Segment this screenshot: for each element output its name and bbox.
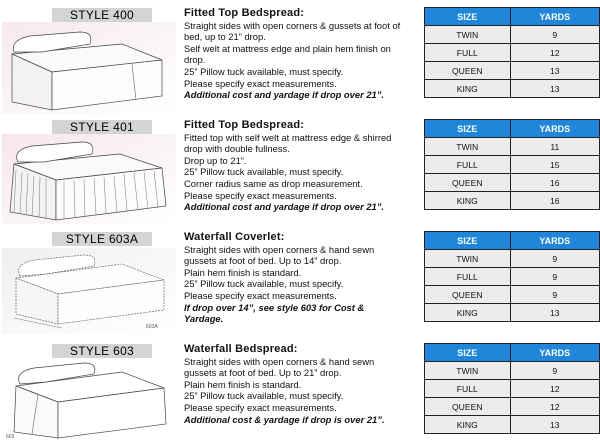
table-row xyxy=(425,380,600,398)
style-401-section xyxy=(0,112,600,224)
desc-emphasis: Additional cost and yardage if drop over 21”. xyxy=(184,89,385,101)
yards-cell: 12 xyxy=(510,44,599,62)
desc-line: 25” Pillow tuck available, must specify. xyxy=(184,390,344,402)
size-cell: KING xyxy=(425,304,511,322)
yards-cell: 9 xyxy=(510,362,599,380)
style-title: Fitted Top Bedspread: xyxy=(184,119,305,131)
size-cell: QUEEN xyxy=(425,286,511,304)
table-row xyxy=(425,26,600,44)
yards-cell: 9 xyxy=(510,286,599,304)
coverlet-603a-illustration xyxy=(2,248,176,334)
style-603a-section xyxy=(0,224,600,336)
size-header: SIZE xyxy=(425,8,511,26)
style-603-section xyxy=(0,336,600,442)
size-cell: FULL xyxy=(425,380,511,398)
yardage-table xyxy=(424,7,600,98)
size-cell: TWIN xyxy=(425,250,511,268)
style-title: Waterfall Coverlet: xyxy=(184,231,285,243)
size-cell: FULL xyxy=(425,156,511,174)
yards-cell: 9 xyxy=(510,26,599,44)
style-401-description xyxy=(184,120,416,213)
desc-line: Corner radius same as drop measurement. xyxy=(184,177,363,189)
desc-line: Please specify exact measurements. xyxy=(184,401,337,413)
table-row xyxy=(425,416,600,434)
desc-line: drop with double fullness. xyxy=(184,143,290,155)
table-row xyxy=(425,80,600,98)
desc-line: bed, up to 21” drop. xyxy=(184,31,266,43)
size-header: SIZE xyxy=(425,120,511,138)
style-label: STYLE 603A xyxy=(52,232,152,246)
size-cell: TWIN xyxy=(425,138,511,156)
table-row xyxy=(425,138,600,156)
desc-line: Fitted top with self welt at mattress edge & shirred xyxy=(184,131,392,143)
yards-cell: 9 xyxy=(510,268,599,286)
size-header: SIZE xyxy=(425,344,511,362)
desc-emphasis: Yardage. xyxy=(184,313,224,325)
yards-cell: 13 xyxy=(510,416,599,434)
table-row xyxy=(425,286,600,304)
size-cell: FULL xyxy=(425,44,511,62)
bedspread-401-illustration xyxy=(2,134,176,224)
size-cell: KING xyxy=(425,416,511,434)
style-title: Fitted Top Bedspread: xyxy=(184,7,305,19)
desc-emphasis: Additional cost & yardage if drop is over 21”. xyxy=(184,413,385,425)
table-row xyxy=(425,268,600,286)
yards-cell: 13 xyxy=(510,62,599,80)
size-cell: KING xyxy=(425,80,511,98)
yards-cell: 13 xyxy=(510,304,599,322)
table-row xyxy=(425,362,600,380)
table-row xyxy=(425,192,600,210)
yards-cell: 16 xyxy=(510,174,599,192)
desc-line: Straight sides with open corners & hand sewn xyxy=(184,243,375,255)
yards-cell: 11 xyxy=(510,138,599,156)
style-400-section xyxy=(0,0,600,112)
desc-line: Straight sides with open corners & gussets at foot of xyxy=(184,19,401,31)
desc-line: Plain hem finish is standard. xyxy=(184,266,302,278)
size-cell: TWIN xyxy=(425,26,511,44)
style-title: Waterfall Bedspread: xyxy=(184,343,298,355)
table-row xyxy=(425,304,600,322)
yards-header: YARDS xyxy=(510,344,599,362)
style-label: STYLE 603 xyxy=(52,344,152,358)
yardage-table xyxy=(424,343,600,434)
size-cell: QUEEN xyxy=(425,62,511,80)
table-row xyxy=(425,174,600,192)
yards-cell: 15 xyxy=(510,156,599,174)
size-cell: TWIN xyxy=(425,362,511,380)
desc-line: Plain hem finish is standard. xyxy=(184,378,302,390)
yards-cell: 12 xyxy=(510,380,599,398)
style-603-description xyxy=(184,344,416,425)
desc-line: drop. xyxy=(184,54,206,66)
yards-cell: 12 xyxy=(510,398,599,416)
desc-emphasis: Additional cost and yardage if drop over 21”. xyxy=(184,201,385,213)
yards-cell: 13 xyxy=(510,80,599,98)
sketch-label: 603A xyxy=(146,324,158,330)
desc-line: 25” Pillow tuck available, must specify. xyxy=(184,278,344,290)
style-label: STYLE 401 xyxy=(52,120,152,134)
desc-line: gussets at foot of bed. Up to 21” drop. xyxy=(184,367,342,379)
desc-line: Self welt at mattress edge and plain hem finish on xyxy=(184,42,391,54)
yards-header: YARDS xyxy=(510,232,599,250)
bedspread-603-illustration xyxy=(2,358,176,440)
desc-line: Please specify exact measurements. xyxy=(184,189,337,201)
bedspread-400-illustration xyxy=(2,22,176,114)
yards-cell: 9 xyxy=(510,250,599,268)
table-row xyxy=(425,398,600,416)
style-label: STYLE 400 xyxy=(52,8,152,22)
style-603a-description xyxy=(184,232,416,325)
table-row xyxy=(425,44,600,62)
size-cell: KING xyxy=(425,192,511,210)
sketch-label: 603 xyxy=(6,434,15,440)
size-cell: QUEEN xyxy=(425,398,511,416)
desc-line: 25” Pillow tuck available, must specify. xyxy=(184,65,344,77)
desc-line: Please specify exact measurements. xyxy=(184,289,337,301)
size-cell: QUEEN xyxy=(425,174,511,192)
yards-cell: 16 xyxy=(510,192,599,210)
table-row xyxy=(425,250,600,268)
desc-line: 25” Pillow tuck available, must specify. xyxy=(184,166,344,178)
desc-line: gussets at foot of bed. Up to 14” drop. xyxy=(184,255,342,267)
desc-emphasis: If drop over 14”, see style 603 for Cost & xyxy=(184,301,365,313)
desc-line: Straight sides with open corners & hand sewn xyxy=(184,355,375,367)
desc-line: Drop up to 21”. xyxy=(184,154,247,166)
yards-header: YARDS xyxy=(510,8,599,26)
table-row xyxy=(425,156,600,174)
style-400-description xyxy=(184,8,416,101)
size-cell: FULL xyxy=(425,268,511,286)
yardage-table xyxy=(424,119,600,210)
desc-line: Please specify exact measurements. xyxy=(184,77,337,89)
yardage-table xyxy=(424,231,600,322)
size-header: SIZE xyxy=(425,232,511,250)
yards-header: YARDS xyxy=(510,120,599,138)
table-row xyxy=(425,62,600,80)
